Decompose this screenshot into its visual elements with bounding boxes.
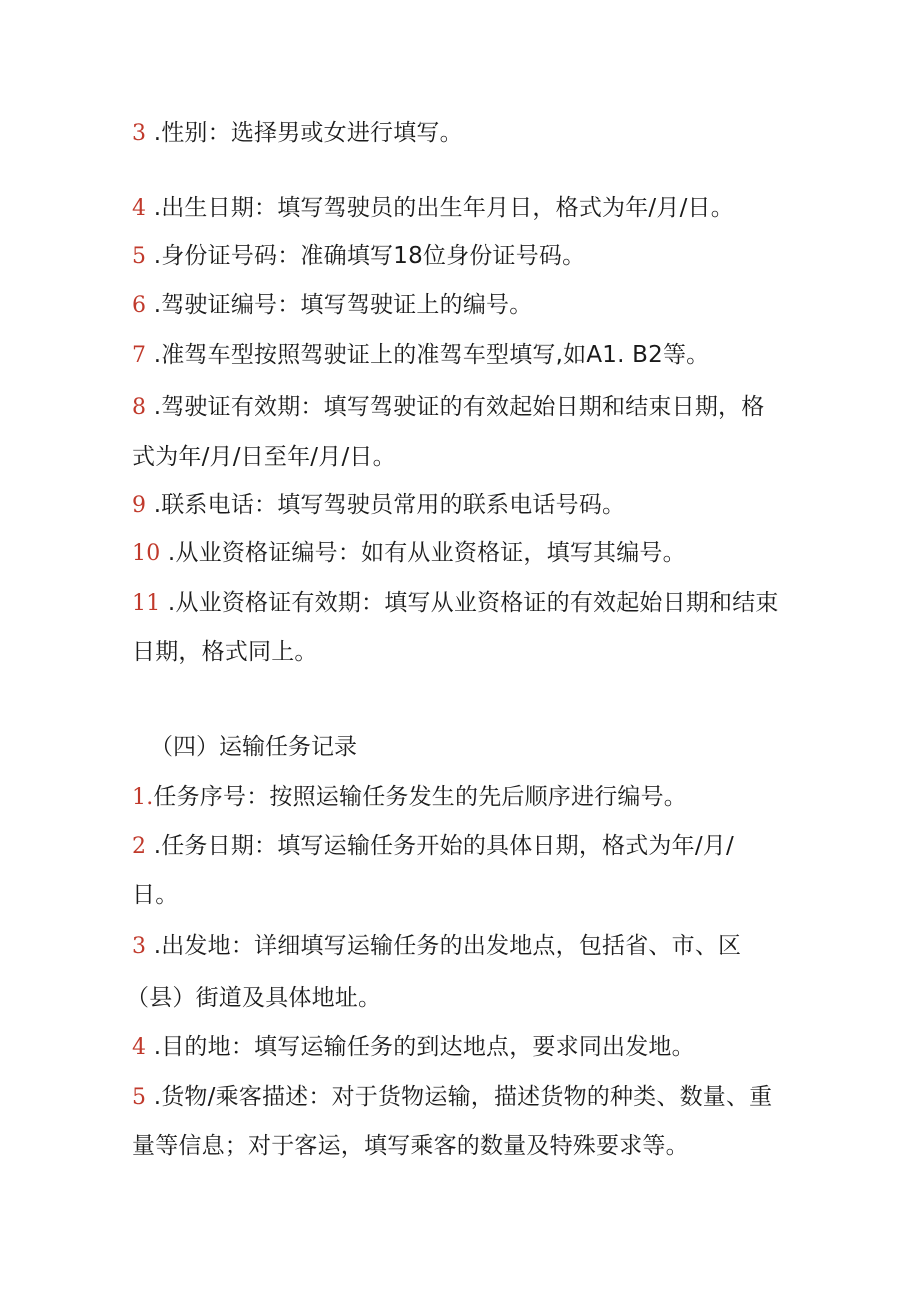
section-heading: （四）运输任务记录 xyxy=(150,734,357,760)
item-separator: . xyxy=(146,195,162,221)
item-separator: . xyxy=(160,540,176,566)
list-item-departure xyxy=(132,931,741,962)
item-number: 3 xyxy=(132,121,147,146)
list-item-qualification-validity xyxy=(132,588,779,619)
item-text: 联系电话：填写驾驶员常用的联系电话号码。 xyxy=(161,492,626,518)
item-separator: . xyxy=(146,120,162,146)
item-separator: . xyxy=(146,243,162,269)
list-item-continuation xyxy=(132,442,396,472)
item-separator: . xyxy=(146,833,162,859)
item-text: 准驾车型按照驾驶证上的准驾车型填写,如A1. B2等。 xyxy=(161,342,710,368)
item-text: 任务序号：按照运输任务发生的先后顺序进行编号。 xyxy=(153,784,687,810)
list-item-task-number xyxy=(132,782,687,813)
list-item-destination xyxy=(132,1032,695,1063)
list-item-license-number xyxy=(132,290,532,321)
item-text: 货物/乘客描述：对于货物运输，描述货物的种类、数量、重 xyxy=(161,1084,773,1110)
item-number: 9 xyxy=(132,493,147,518)
item-separator: . xyxy=(146,394,162,420)
item-text: 目的地：填写运输任务的到达地点，要求同出发地。 xyxy=(161,1034,695,1060)
item-separator: . xyxy=(146,492,162,518)
item-number: 7 xyxy=(132,343,147,368)
list-item-qualification-number xyxy=(132,538,686,569)
list-item-cargo-description xyxy=(132,1082,772,1113)
item-text-continued: （县）街道及具体地址。 xyxy=(126,985,382,1011)
item-text-continued: 日期，格式同上。 xyxy=(132,639,318,665)
item-text: 出发地：详细填写运输任务的出发地点，包括省、市、区 xyxy=(161,933,742,959)
item-number: 4 xyxy=(132,1035,147,1060)
list-item-id-number xyxy=(132,241,585,272)
list-item-phone xyxy=(132,490,625,521)
item-text: 从业资格证编号：如有从业资格证，填写其编号。 xyxy=(175,540,686,566)
item-number: 1. xyxy=(132,785,154,810)
list-item-gender xyxy=(132,118,463,149)
item-number: 11 xyxy=(132,591,161,616)
item-number: 6 xyxy=(132,293,147,318)
item-text: 出生日期：填写驾驶员的出生年月日，格式为年/月/日。 xyxy=(161,195,734,221)
item-number: 2 xyxy=(132,834,147,859)
item-separator: . xyxy=(146,933,162,959)
list-item-continuation xyxy=(126,983,381,1013)
item-number: 3 xyxy=(132,934,147,959)
item-text: 性别：选择男或女进行填写。 xyxy=(161,120,463,146)
list-item-continuation xyxy=(132,880,178,910)
list-item-birthdate xyxy=(132,193,734,224)
item-text: 身份证号码：准确填写18位身份证号码。 xyxy=(161,243,586,269)
item-text: 驾驶证有效期：填写驾驶证的有效起始日期和结束日期，格 xyxy=(161,394,765,420)
item-number: 10 xyxy=(132,541,161,566)
list-item-continuation xyxy=(132,637,318,667)
item-separator: . xyxy=(146,292,162,318)
list-item-vehicle-class xyxy=(132,340,709,371)
list-item-task-date xyxy=(132,831,734,862)
item-separator: . xyxy=(146,342,162,368)
item-separator: . xyxy=(146,1084,162,1110)
item-text-continued: 日。 xyxy=(132,882,179,908)
list-item-license-validity xyxy=(132,392,764,423)
item-text: 驾驶证编号：填写驾驶证上的编号。 xyxy=(161,292,533,318)
item-number: 5 xyxy=(132,244,147,269)
item-number: 8 xyxy=(132,395,147,420)
item-number: 4 xyxy=(132,196,147,221)
item-text: 任务日期：填写运输任务开始的具体日期，格式为年/月/ xyxy=(161,833,734,859)
item-text: 从业资格证有效期：填写从业资格证的有效起始日期和结束 xyxy=(175,590,779,616)
list-item-continuation xyxy=(132,1131,689,1161)
item-separator: . xyxy=(146,1034,162,1060)
item-text-continued: 量等信息；对于客运，填写乘客的数量及特殊要求等。 xyxy=(132,1133,689,1159)
item-separator: . xyxy=(160,590,176,616)
item-text-continued: 式为年/月/日至年/月/日。 xyxy=(132,444,396,470)
item-number: 5 xyxy=(132,1085,147,1110)
